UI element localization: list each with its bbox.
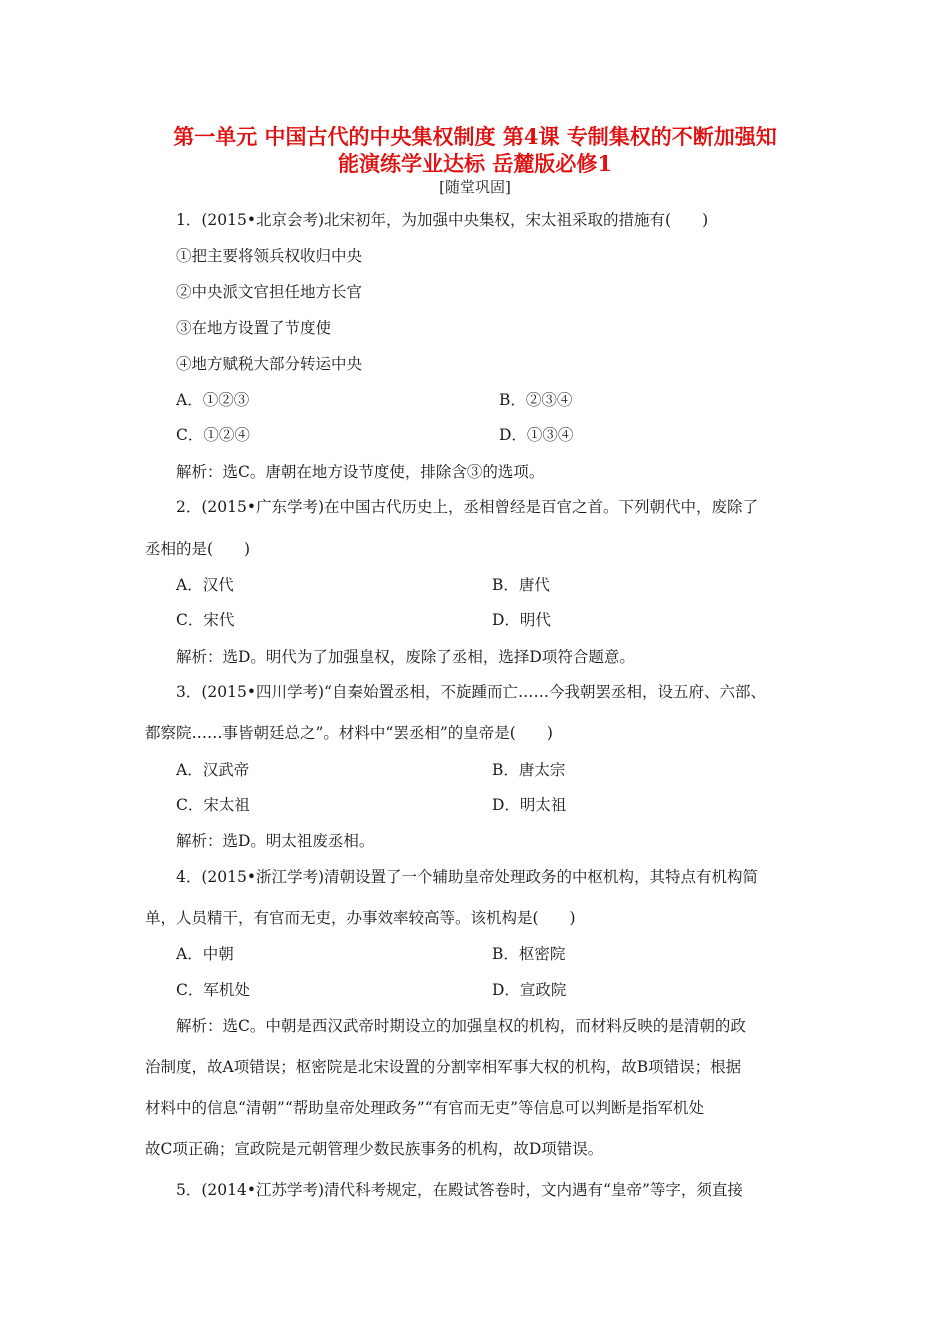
question-2-option-b: B．唐代 [492,576,550,594]
question-2-option-d: D．明代 [492,611,551,629]
question-3-stem-line-1: 3．(2015•四川学考)“自秦始置丞相，不旋踵而亡……今我朝罢丞相，设五府、六部、 [176,683,766,701]
question-4-option-d: D．宣政院 [492,981,567,999]
question-3-option-b: B．唐太宗 [492,761,566,779]
question-1-item-1: ①把主要将领兵权收归中央 [176,247,363,265]
question-4-analysis-line-3: 材料中的信息“清朝”“帮助皇帝处理政务”“有官而无吏”等信息可以判断是指军机处 [145,1099,705,1117]
question-3-option-a: A．汉武帝 [176,761,250,779]
question-1-option-c: C．①②④ [176,426,250,444]
question-2-stem-line-1: 2．(2015•广东学考)在中国古代历史上，丞相曾经是百官之首。下列朝代中，废除了 [176,498,759,516]
question-4-analysis-line-4: 故C项正确；宣政院是元朝管理少数民族事务的机构，故D项错误。 [145,1140,604,1158]
question-2-analysis: 解析：选D。明代为了加强皇权，废除了丞相，选择D项符合题意。 [176,648,635,666]
question-1-item-4: ④地方赋税大部分转运中央 [176,355,363,373]
document-title-line-2: 能演练学业达标 岳麓版必修1 [338,151,612,176]
question-1-option-d: D．①③④ [499,426,574,444]
question-4-analysis-line-2: 治制度，故A项错误；枢密院是北宋设置的分割宰相军事大权的机构，故B项错误；根据 [145,1058,742,1076]
question-4-stem-line-1: 4．(2015•浙江学考)清朝设置了一个辅助皇帝处理政务的中枢机构，其特点有机构简 [176,868,759,886]
question-4-option-b: B．枢密院 [492,945,566,963]
question-3-option-d: D．明太祖 [492,796,567,814]
document-title-line-1: 第一单元 中国古代的中央集权制度 第4课 专制集权的不断加强知 [173,124,777,149]
question-3-analysis: 解析：选D。明太祖废丞相。 [176,832,375,850]
question-1-analysis: 解析：选C。唐朝在地方设节度使，排除含③的选项。 [176,463,545,481]
section-label: [随堂巩固] [439,178,511,196]
question-4-analysis-line-1: 解析：选C。中朝是西汉武帝时期设立的加强皇权的机构，而材料反映的是清朝的政 [176,1017,746,1035]
question-1-option-b: B．②③④ [499,391,573,409]
question-5-stem-line-1: 5．(2014•江苏学考)清代科考规定，在殿试答卷时，文内遇有“皇帝”等字，须直接 [176,1181,743,1199]
question-3-stem-line-2: 都察院……事皆朝廷总之”。材料中“罢丞相”的皇帝是( ) [145,724,553,742]
question-4-stem-line-2: 单，人员精干，有官而无吏，办事效率较高等。该机构是( ) [145,909,576,927]
question-1-item-3: ③在地方设置了节度使 [176,319,332,337]
question-2-stem-line-2: 丞相的是( ) [145,540,251,558]
question-2-option-c: C．宋代 [176,611,235,629]
question-1-item-2: ②中央派文官担任地方长官 [176,283,363,301]
question-1-option-a: A．①②③ [176,391,250,409]
question-1-stem: 1．(2015•北京会考)北宋初年，为加强中央集权，宋太祖采取的措施有( ) [176,211,709,229]
question-4-option-c: C．军机处 [176,981,250,999]
question-2-option-a: A．汉代 [176,576,234,594]
question-3-option-c: C．宋太祖 [176,796,250,814]
question-4-option-a: A．中朝 [176,945,234,963]
